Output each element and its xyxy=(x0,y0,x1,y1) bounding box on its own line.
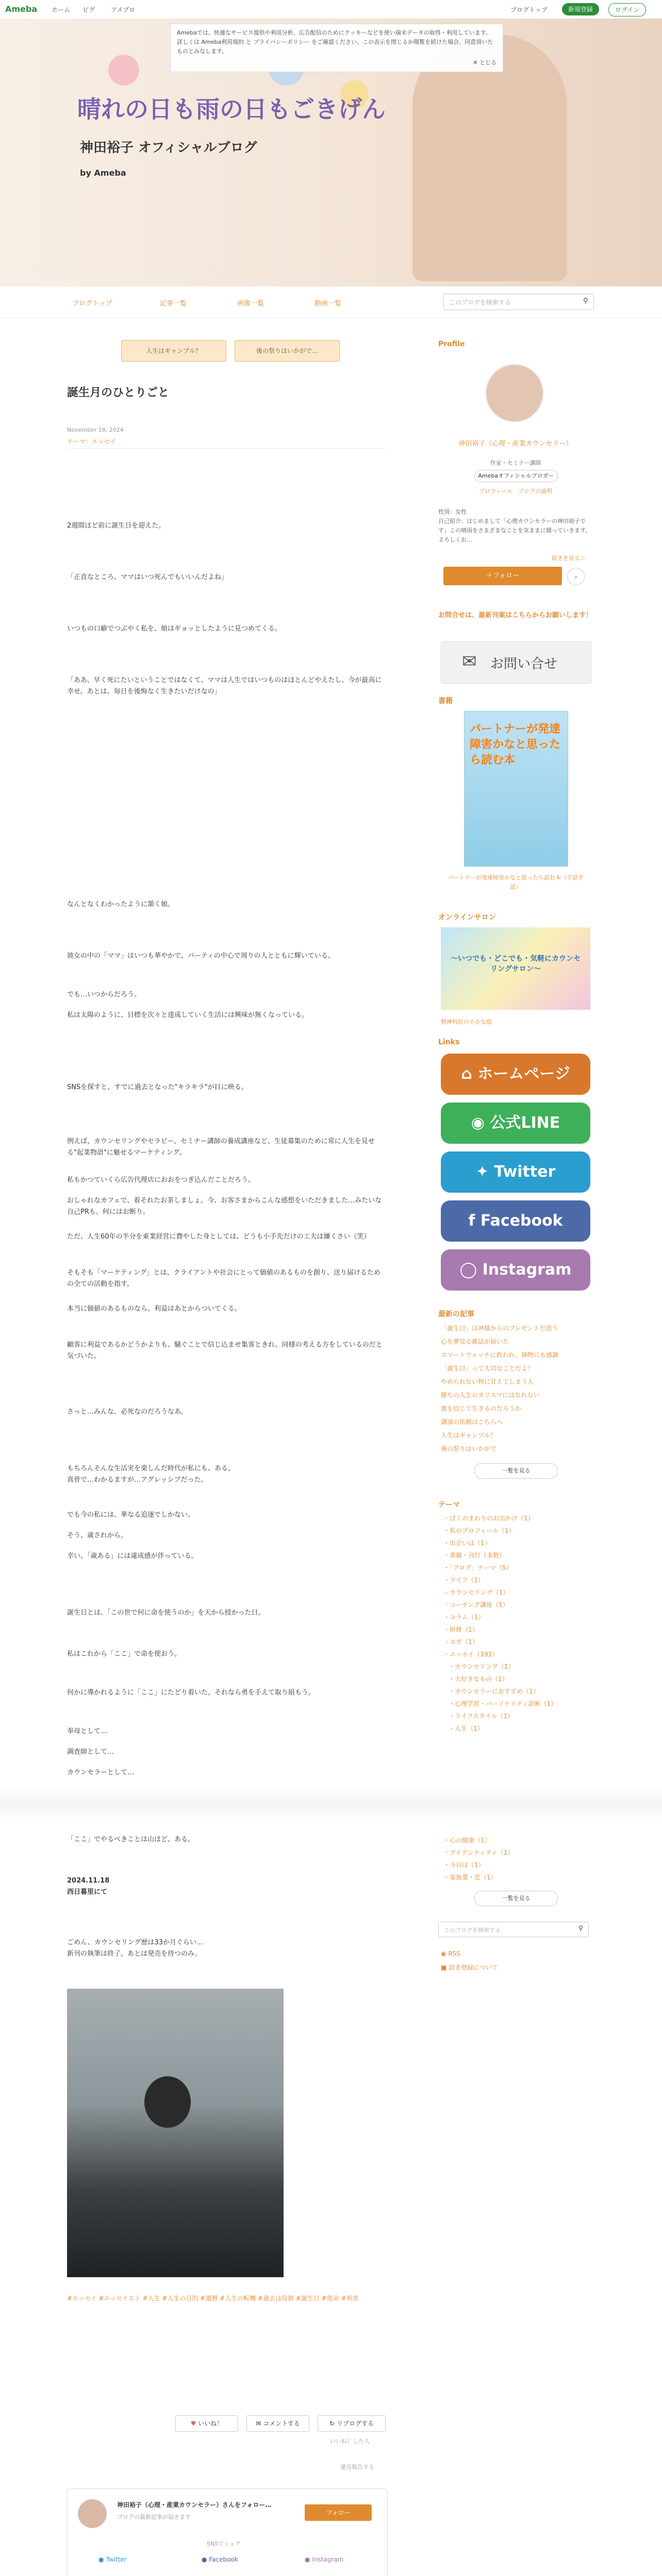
blog-header xyxy=(0,19,662,286)
salon-banner[interactable] xyxy=(441,927,590,1010)
theme-item[interactable]: ・ヨガ（1） xyxy=(443,1638,478,1646)
profile-links[interactable]: プロフィール ブログの説明 xyxy=(479,488,552,495)
comment-button[interactable]: ✉ コメントする xyxy=(246,2415,309,2432)
paragraph: 幸い、「歳ある」には違成感が伴っている。 xyxy=(67,1552,198,1560)
theme-item[interactable]: ・アイデンティティ（1） xyxy=(443,1849,514,1856)
recent-more-button[interactable]: 一覧を見る xyxy=(474,1463,558,1479)
theme-item[interactable]: ・カウンセリング（1） xyxy=(449,1663,515,1670)
profile-more-link[interactable]: 続きを見る＞ xyxy=(552,555,586,562)
author-follow-card xyxy=(67,2488,388,2576)
top-bar xyxy=(0,0,662,19)
themes-more-button[interactable]: 一覧を見る xyxy=(474,1891,558,1906)
paragraph: いつもの口癖でつぶやく私を、娘はギョッとしたように見つめてくる。 xyxy=(67,625,282,633)
salon-heading: オンラインサロン xyxy=(438,913,496,922)
home-icon: ⌂ xyxy=(461,1065,472,1083)
instagram-icon: ● xyxy=(305,2556,310,2563)
paragraph: カウンセラーとして… xyxy=(67,1769,135,1776)
paragraph: さっと…みんな、必死なのだろうなあ。 xyxy=(67,1408,188,1416)
powered-by: by Ameba xyxy=(80,168,126,178)
nav-pigg[interactable]: ピグ xyxy=(82,6,95,13)
book-link[interactable]: パートナーが発達障害かなと思ったら読む本（手話手話） xyxy=(448,874,584,890)
chevron-down-icon[interactable]: ⌄ xyxy=(567,568,585,585)
book-cover[interactable] xyxy=(464,711,568,867)
reader-registration-link[interactable]: ■ 読者登録について xyxy=(441,1964,498,1971)
search-icon[interactable]: ⚲ xyxy=(583,297,588,305)
theme-item[interactable]: ・カウンセリング（1） xyxy=(443,1589,509,1596)
recent-item[interactable]: 「誕生日」って大切なことだよ！ xyxy=(441,1365,534,1372)
facebook-icon: ● xyxy=(202,2556,207,2563)
contact-button[interactable] xyxy=(441,641,591,684)
cookie-text: Amebaでは、快適なサービス提供や利用分析、広告配信のためにクッキーなどを使い端末データの取得・利用しています。詳しくは Ameba利用規約 と プライバシーポリシー をご確認ください。この表示を閉じるか閲覧を続けた場合、同意頂いたものとみなします。 xyxy=(177,29,493,55)
theme-item[interactable]: ・エッセイ（191） xyxy=(443,1651,499,1658)
theme-item[interactable]: ・コーチング講座（1） xyxy=(443,1601,509,1608)
sidebar-search-placeholder: このブログを検索する xyxy=(444,1927,501,1934)
ameba-logo[interactable]: Ameba xyxy=(5,4,38,14)
theme-item[interactable]: ・人生（1） xyxy=(449,1725,484,1732)
comment-icon: ✉ xyxy=(256,2420,261,2427)
recent-item[interactable]: 誰を信じて生きるのだろうか xyxy=(441,1405,522,1412)
paragraph: 奉母として… xyxy=(67,1727,108,1735)
paragraph: 私は太陽のように、目標を次々と達成していく生活には興味が無くなっている。 xyxy=(67,1011,309,1019)
paragraph: 2週間ほど前に誕生日を迎えた。 xyxy=(67,522,166,530)
homepage-link-button[interactable]: ⌂ ホームページ xyxy=(441,1054,590,1095)
theme-item[interactable]: ・コラム（1） xyxy=(443,1614,485,1621)
blog-title[interactable]: 晴れの日も雨の日もごきげん xyxy=(77,95,386,123)
salon-link[interactable]: 精神科医の小さな庭 xyxy=(441,1019,492,1025)
links-heading: Links xyxy=(438,1038,460,1046)
search-placeholder: このブログを検索する xyxy=(449,299,511,306)
rss-link[interactable]: ◉ RSS xyxy=(441,1950,460,1957)
official-badge: Amebaオフィシャルブロガー xyxy=(474,470,558,482)
paragraph: 彼女の中の「ママ」はいつも華やかで、パーティの中心で周りの人とともに輝いている。 xyxy=(67,952,335,960)
book-icon: ■ xyxy=(441,1964,447,1971)
twitter-icon: ● xyxy=(98,2556,104,2563)
share-label: SNSでシェア xyxy=(207,2540,241,2547)
menu-image-list[interactable]: 画像一覧 xyxy=(237,300,264,308)
paragraph: 私もかつていくら広告代理店におおをつぎ込んだことだろう。 xyxy=(67,1176,255,1184)
recent-item[interactable]: 講演の依頼はこちらへ xyxy=(441,1418,503,1426)
book-title: パートナーが発達障害かなと思ったら読む本 xyxy=(470,723,561,767)
like-button[interactable]: ♥ いいね！ xyxy=(175,2415,238,2432)
mail-icon: ✉ xyxy=(462,651,477,672)
paragraph: 例えば、カウンセリングやセラピー、セミナー講師の養成講座など、生徒募集のために常に人生を見せる"起業物語"に魅せるマーケティング。 xyxy=(67,1138,375,1157)
recent-item[interactable]: 心を夢見る雑誌が届いた xyxy=(441,1338,509,1345)
profile-name[interactable]: 神田裕子（心理・産業カウンセラー） xyxy=(458,440,573,448)
theme-item[interactable]: ・ぼくのまわりのお出かけ（1） xyxy=(443,1515,534,1522)
theme-heading: テーマ xyxy=(438,1501,460,1509)
recent-item[interactable]: 勝ちの人生のカリスマにはなれない xyxy=(441,1392,540,1399)
nav-ameblo[interactable]: アメブロ xyxy=(111,6,136,13)
author-avatar[interactable] xyxy=(78,2499,107,2528)
article-title[interactable]: 誕生月のひとりごと xyxy=(67,386,170,399)
menu-blog-top[interactable]: ブログトップ xyxy=(72,300,112,308)
prev-post-button[interactable]: 人生はギャンブル？ xyxy=(121,340,226,362)
theme-item[interactable]: ・書籍・刊行（多数） xyxy=(443,1552,506,1559)
line-icon: ◉ xyxy=(471,1114,485,1132)
paragraph: ごめん、カウンセリング歴は33か月ぐらい… 新刊の執筆は終了。あとは発売を待つのみ。 xyxy=(67,1939,204,1958)
paragraph: 「ああ、早く死にたいということではなくて、ママは人生ではいつものはほとんどやえたし、今が最高に幸せ。あとは、毎日を後悔なく生きたいだけなの」 xyxy=(67,676,382,696)
author-desc: ブログの最新記事が届きます xyxy=(117,2514,191,2520)
share-facebook[interactable]: ● Facebook xyxy=(202,2556,238,2563)
article-date: November 18, 2024 xyxy=(67,427,124,433)
next-post-button[interactable]: 後の祭りはいかがで… xyxy=(235,340,340,362)
sidebar-search-box[interactable] xyxy=(438,1922,589,1937)
recent-item[interactable]: 人生はギャンブル？ xyxy=(441,1432,496,1439)
paragraph: でも…いつからだろう。 xyxy=(67,991,141,998)
menu-article-list[interactable]: 記事一覧 xyxy=(160,300,187,308)
recent-item[interactable]: 後の祭りはいかがで xyxy=(441,1445,497,1452)
reblog-button[interactable]: ↻ リブログする xyxy=(318,2415,386,2432)
nav-home[interactable]: ホーム xyxy=(52,6,71,13)
theme-item[interactable]: ・家族愛・恋（1） xyxy=(443,1874,497,1881)
theme-item[interactable]: ・研修（1） xyxy=(443,1626,478,1633)
theme-item[interactable]: ・ライフ（1） xyxy=(443,1577,484,1584)
facebook-icon: f xyxy=(468,1212,475,1230)
paragraph: そもそも「マーケティング」とは、クライアントや社会にとって価値のあるものを創り、送り届けるための全ての活動を指す。 xyxy=(67,1269,380,1288)
article-photo[interactable] xyxy=(67,1989,284,2277)
cookie-close-button[interactable]: ✕ とじる xyxy=(473,59,496,66)
article-theme[interactable]: テーマ：エッセイ xyxy=(67,438,117,445)
theme-item[interactable]: ・大好きなもの（1） xyxy=(449,1675,508,1683)
blog-menu xyxy=(0,286,662,318)
paragraph: ただ、人生60年の半分を東業経営に費やした身としては、どうも小手先だけの工夫は嫌くさい（笑） xyxy=(67,1233,371,1241)
theme-item[interactable]: ・「ブログ」テーマ（5） xyxy=(443,1564,512,1571)
recent-item[interactable]: スマートウォッチに救われ、挿物にも感謝 xyxy=(441,1351,559,1359)
divider xyxy=(67,448,387,449)
theme-item[interactable]: ・カウンセラーにおすすめ（1） xyxy=(449,1688,539,1695)
report-link[interactable]: 違反報告する xyxy=(340,2464,374,2470)
share-twitter[interactable]: ● Twitter xyxy=(98,2556,127,2563)
salon-title: ～いつでも・どこでも・気軽にカウンセリングサロン～ xyxy=(451,955,581,973)
register-button[interactable]: 新規登録 xyxy=(562,3,599,15)
instagram-icon: ◯ xyxy=(459,1261,477,1279)
paragraph: 「ここ」でやるべきことは山ほど、ある。 xyxy=(67,1836,195,1843)
paragraph: でも今の私には、華なる追逐でしかない。 xyxy=(67,1511,195,1519)
paragraph: そう、歳されから。 xyxy=(67,1532,128,1539)
twitter-icon: ✦ xyxy=(475,1163,489,1181)
theme-item[interactable]: ・心理学習・パーソナリティ診断（1） xyxy=(449,1700,557,1707)
rss-icon: ◉ xyxy=(441,1950,446,1957)
theme-item[interactable]: ・ライフスタイル（1） xyxy=(449,1713,514,1720)
contact-note: お問合せは、最新刊案はこちらからお願いします！ xyxy=(438,612,593,619)
profile-avatar[interactable] xyxy=(485,363,544,423)
cookie-notice xyxy=(170,24,503,72)
twitter-link-button[interactable]: ✦ Twitter xyxy=(441,1151,590,1193)
likers-link[interactable]: いいね！した人 xyxy=(330,2438,370,2445)
reblog-icon: ↻ xyxy=(329,2420,335,2427)
paragraph: 私はこれから「ここ」で命を使おう。 xyxy=(67,1650,181,1658)
search-box[interactable] xyxy=(443,294,594,310)
profile-role: 作家・セミナー講師 xyxy=(490,460,541,466)
paragraph: なんとなくわかったように頷く娘。 xyxy=(67,901,175,908)
share-instagram[interactable]: ● Instagram xyxy=(305,2556,344,2563)
menu-video-list[interactable]: 動画一覧 xyxy=(315,300,342,308)
hashtags[interactable]: #エッセイ #エッセイスト #人生 #人生の目的 #還暦 #人生の転機 #過去は役割 #誕生日 #使命 #利害 xyxy=(67,2295,359,2302)
paragraph: もちろんそんな生活実を楽しんだ時代が私にも、ある。 真骨で…わかるますが…アグレッシブだった。 xyxy=(67,1465,235,1484)
recent-item[interactable]: 「誕生日」は神様からのプレゼントだ思う xyxy=(441,1325,558,1332)
author-name[interactable]: 神田裕子（心理・産業カウンセラー）さんをフォロー… xyxy=(117,2501,272,2509)
theme-item[interactable]: ・私のプロフィール（1） xyxy=(443,1527,515,1534)
theme-item[interactable]: ・出会いは（1） xyxy=(443,1539,491,1547)
paragraph: おしゃれなカフェで、着それたお茶しましょ。今、お客さまからこんな感想をいただきました…みたいな自己PRも。何にはお断り。 xyxy=(67,1197,382,1216)
instagram-link-button[interactable]: ◯ Instagram xyxy=(441,1249,590,1291)
sidebar-follow-button[interactable]: ＋フォロー xyxy=(443,567,562,585)
photo-person xyxy=(144,2076,191,2128)
paragraph: 2024.11.18 西日暮里にて xyxy=(67,1877,110,1896)
recent-item[interactable]: やめられない物に甘えてしまう人 xyxy=(441,1378,534,1385)
theme-item[interactable]: ・心の健康（1） xyxy=(443,1837,491,1844)
paragraph: SNSを探すと、すでに過去となった"キラキラ"が目に映る。 xyxy=(67,1083,248,1091)
facebook-link-button[interactable]: f Facebook xyxy=(441,1200,590,1242)
books-heading: 書籍 xyxy=(438,697,453,705)
blog-top-link[interactable]: ブログトップ xyxy=(510,6,548,13)
paragraph: 誕生日とは、「この世で何に命を使うのか」を天から授かった日。 xyxy=(67,1609,265,1617)
paragraph: 顧客に利益であるかどうかよりも、騒ぐことで信じ込ませ集客ときれ、同様の考える方をしているのだと気づいた。 xyxy=(67,1341,383,1360)
paragraph: 「正直なところ、ママはいつ死んでもいいんだよね」 xyxy=(67,573,228,581)
blog-subtitle: 神田裕子 オフィシャルブログ xyxy=(80,140,257,156)
paragraph: 本当に価値のあるものなら、利益はあとからついてくる。 xyxy=(67,1305,241,1313)
contact-label: お問い合せ xyxy=(490,656,558,672)
balloon-decoration xyxy=(108,55,139,86)
paragraph: 何かに導かれるように「ここ」にたどり着いた。それなら勇を手えて取り組もう。 xyxy=(67,1689,316,1697)
follow-button[interactable]: フォロー xyxy=(305,2504,372,2521)
section-break xyxy=(0,1788,662,1819)
login-button[interactable]: ログイン xyxy=(608,3,646,16)
heart-icon: ♥ xyxy=(190,2420,196,2427)
paragraph: 調査師として… xyxy=(67,1748,114,1756)
recent-heading: 最新の記事 xyxy=(438,1310,474,1318)
line-link-button[interactable]: ◉ 公式LINE xyxy=(441,1103,590,1144)
search-icon[interactable]: ⚲ xyxy=(578,1925,583,1933)
theme-item[interactable]: ・今日は（1） xyxy=(443,1861,485,1869)
profile-bio: 性別：女性 自己紹介：はじめまして「心理カウンセラーの神田裕子です」この晴雨をさまざまなことを気ままに綴っていきます。よろしくお… xyxy=(438,509,591,543)
profile-heading: Profile xyxy=(438,340,465,348)
